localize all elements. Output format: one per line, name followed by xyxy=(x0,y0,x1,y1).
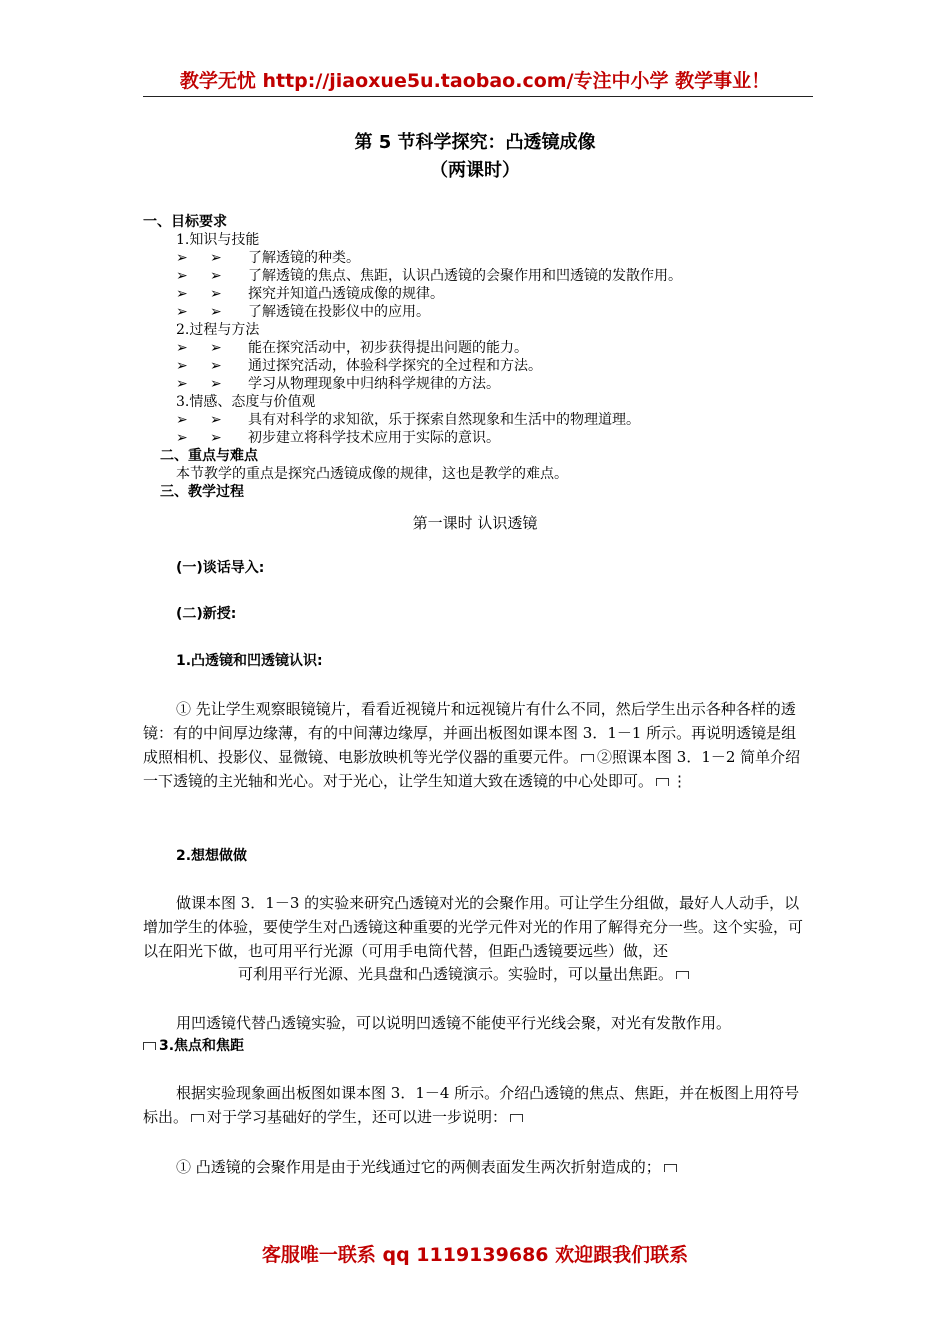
goal-group-label: 2.过程与方法 xyxy=(176,322,260,338)
heading-try-it: 2.想想做做 xyxy=(176,848,248,864)
heading-lens-types: 1.凸透镜和凹透镜认识: xyxy=(176,653,323,669)
header-banner: 教学无忧 http://jiaoxue5u.taobao.com/专注中小学 教学事业！ xyxy=(179,70,771,92)
focus-text: 本节教学的重点是探究凸透镜成像的规律，这也是教学的难点。 xyxy=(176,466,568,482)
goal-item: ➢ ➢ 学习从物理现象中归纳科学规律的方法。 xyxy=(176,376,500,392)
section-heading-process: 三、教学过程 xyxy=(160,484,244,500)
part-intro: (一)谈话导入: xyxy=(176,560,265,576)
paragraph-concave: 用凹透镜代替凸透镜实验，可以说明凹透镜不能使平行光线会聚，对光有发散作用。 xyxy=(176,1014,732,1032)
section-heading-goals: 一、目标要求 xyxy=(143,214,227,230)
paragraph-lens-types: ① 先让学生观察眼镜镜片，看看近视镜片和远视镜片有什么不同，然后学生出示各种各样的透镜：有的中间厚边缘薄，有的中间薄边缘厚，并画出板图如课本图 3．1－1 所示。再说明透镜是组成照相机、投影仪、显微镜、电影放映机等光学仪器的重要元件。 ②照课本图 3．1－2 简单介绍一下透镜的主光轴和光心。对于光心，让学生知道大致在透镜的中心处即可。 ⋮ xyxy=(143,700,801,790)
goal-group-label: 3.情感、态度与价值观 xyxy=(176,394,316,410)
footer-contact: 客服唯一联系 qq 1119139686 欢迎跟我们联系 xyxy=(261,1244,689,1266)
edit-mark xyxy=(656,778,669,786)
edit-mark xyxy=(510,1114,523,1122)
edit-mark xyxy=(581,754,594,762)
edit-mark xyxy=(191,1114,204,1122)
paragraph-focal: 根据实验现象画出板图如课本图 3．1－4 所示。介绍凸透镜的焦点、焦距，并在板图上用符号标出。 对于学习基础好的学生，还可以进一步说明： xyxy=(143,1084,800,1126)
page-title: 第 5 节科学探究：凸透镜成像 xyxy=(354,132,596,153)
lesson-title: 第一课时 认识透镜 xyxy=(412,514,538,532)
header-divider xyxy=(143,96,813,97)
paragraph-converge: ① 凸透镜的会聚作用是由于光线通过它的两侧表面发生两次折射造成的； xyxy=(176,1156,680,1177)
paragraph-experiment: 做课本图 3．1－3 的实验来研究凸透镜对光的会聚作用。可让学生分组做，最好人人动手，以增加学生的体验，要使学生对凸透镜这种重要的光学元件对光的作用了解得充分一些。这个实验，可以在阳光下做，也可用平行光源（可用手电筒代替，但距凸透镜要远些）做，还 xyxy=(143,894,804,960)
goal-item: ➢ ➢ 探究并知道凸透镜成像的规律。 xyxy=(176,286,444,302)
goal-item: ➢ ➢ 通过探究活动，体验科学探究的全过程和方法。 xyxy=(176,358,542,374)
heading-focus-length: 3.焦点和焦距 xyxy=(143,1035,244,1055)
edit-mark xyxy=(676,971,689,979)
goal-item: ➢ ➢ 具有对科学的求知欲，乐于探索自然现象和生活中的物理道理。 xyxy=(176,412,640,428)
goal-item: ➢ ➢ 了解透镜在投影仪中的应用。 xyxy=(176,304,430,320)
part-new: (二)新授: xyxy=(176,606,237,622)
goal-item: ➢ ➢ 了解透镜的焦点、焦距，认识凸透镜的会聚作用和凹透镜的发散作用。 xyxy=(176,268,682,284)
edit-mark xyxy=(664,1164,677,1172)
goal-item: ➢ ➢ 初步建立将科学技术应用于实际的意识。 xyxy=(176,430,500,446)
goal-item: ➢ ➢ 了解透镜的种类。 xyxy=(176,250,360,266)
section-heading-focus: 二、重点与难点 xyxy=(160,448,258,464)
page-subtitle: （两课时） xyxy=(430,160,520,181)
goal-group-label: 1.知识与技能 xyxy=(176,232,260,248)
paragraph-experiment-end: 可利用平行光源、光具盘和凸透镜演示。实验时，可以量出焦距。 xyxy=(238,963,692,984)
edit-mark xyxy=(143,1042,156,1050)
goal-item: ➢ ➢ 能在探究活动中，初步获得提出问题的能力。 xyxy=(176,340,528,356)
